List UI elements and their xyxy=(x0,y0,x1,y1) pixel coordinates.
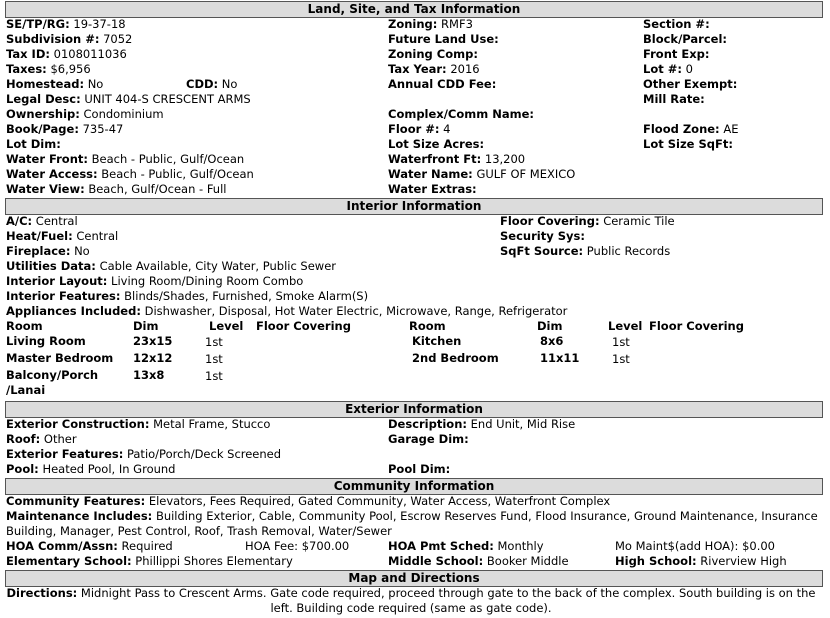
section-header-exterior: Exterior Information xyxy=(5,401,823,418)
label: Heat/Fuel: xyxy=(6,229,73,243)
value: 19-37-18 xyxy=(73,17,126,31)
field-zoning-comp xyxy=(388,47,478,61)
label: SqFt Source: xyxy=(500,244,584,258)
field-exterior-construction xyxy=(6,417,270,431)
field-lot-number xyxy=(643,62,693,76)
label: Tax Year: xyxy=(388,62,447,76)
field-maintenance-includes xyxy=(6,509,818,539)
room-header-room: Room xyxy=(6,319,43,333)
label: Security Sys: xyxy=(500,229,585,243)
field-roof xyxy=(6,432,77,446)
field-fireplace xyxy=(6,244,90,258)
label: Waterfront Ft: xyxy=(388,152,482,166)
room-name: Kitchen xyxy=(412,334,462,348)
field-security-sys xyxy=(500,229,585,243)
field-lot-dim xyxy=(6,137,61,151)
field-taxes xyxy=(6,62,91,76)
field-middle-school xyxy=(388,554,569,568)
field-description xyxy=(388,417,575,431)
section-header-map: Map and Directions xyxy=(5,570,823,587)
value: Beach, Gulf/Ocean - Full xyxy=(88,182,227,196)
field-book-page xyxy=(6,122,123,136)
field-annual-cdd-fee xyxy=(388,77,496,91)
field-high-school xyxy=(615,554,787,568)
label: Exterior Features: xyxy=(6,447,124,461)
field-mill-rate xyxy=(643,92,705,106)
field-lot-size-sqft xyxy=(643,137,733,151)
value: AE xyxy=(723,122,739,136)
room-header-room-2: Room xyxy=(409,319,446,333)
label: Garage Dim: xyxy=(388,432,469,446)
field-water-name xyxy=(388,167,575,181)
value: Monthly xyxy=(497,539,544,553)
label: High School: xyxy=(615,554,697,568)
value: Beach - Public, Gulf/Ocean xyxy=(101,167,254,181)
label: Floor Covering: xyxy=(500,214,600,228)
field-community-features xyxy=(6,494,610,508)
label: Interior Features: xyxy=(6,289,121,303)
field-mo-maint xyxy=(615,539,775,553)
field-heat-fuel xyxy=(6,229,118,243)
value: 4 xyxy=(443,122,451,136)
label: Lot Size SqFt: xyxy=(643,137,733,151)
value: Metal Frame, Stucco xyxy=(153,417,271,431)
label: Ownership: xyxy=(6,107,80,121)
room-header-level-2: Level xyxy=(608,319,643,333)
label: Homestead: xyxy=(6,77,85,91)
value: Beach - Public, Gulf/Ocean xyxy=(91,152,245,166)
value: Patio/Porch/Deck Screened xyxy=(126,447,282,461)
value: 0 xyxy=(685,62,693,76)
label: Flood Zone: xyxy=(643,122,720,136)
field-sqft-source xyxy=(500,244,670,258)
room-header-level: Level xyxy=(209,319,244,333)
label: Water Front: xyxy=(6,152,88,166)
value: GULF OF MEXICO xyxy=(476,167,576,181)
section-header-land: Land, Site, and Tax Information xyxy=(5,1,823,18)
room-level: 1st xyxy=(612,335,630,349)
room-dim: 23x15 xyxy=(133,334,173,348)
room-level: 1st xyxy=(205,352,223,366)
label: Book/Page: xyxy=(6,122,79,136)
label: Zoning Comp: xyxy=(388,47,478,61)
value: $0.00 xyxy=(742,539,775,553)
label: Elementary School: xyxy=(6,554,132,568)
label: Annual CDD Fee: xyxy=(388,77,497,91)
room-header-floor-covering-2: Floor Covering xyxy=(649,319,744,333)
field-cdd xyxy=(186,77,237,91)
value: $700.00 xyxy=(301,539,350,553)
room-dim: 11x11 xyxy=(540,351,580,365)
room-dim: 12x12 xyxy=(133,351,173,365)
field-pool xyxy=(6,462,176,476)
label: Directions: xyxy=(6,586,78,600)
field-interior-layout xyxy=(6,274,303,288)
value: Building Exterior, Cable, Community Pool, Escrow Reserves Fund, Flood Insurance, Ground Maintenance, Insurance Building, Manager, Pest Control, Roof, Trash Removal, Water/Sewer xyxy=(6,509,818,538)
label: Mo Maint$(add HOA): xyxy=(615,539,739,553)
value: 2016 xyxy=(450,62,480,76)
field-other-exempt xyxy=(643,77,737,91)
value: Central xyxy=(35,214,78,228)
field-water-access xyxy=(6,167,254,181)
field-floor-covering xyxy=(500,214,675,228)
label: Middle School: xyxy=(388,554,484,568)
label: HOA Pmt Sched: xyxy=(388,539,494,553)
room-name: Living Room xyxy=(6,334,86,348)
value: Living Room/Dining Room Combo xyxy=(111,274,304,288)
field-exterior-features xyxy=(6,447,281,461)
label: Roof: xyxy=(6,432,41,446)
section-header-interior: Interior Information xyxy=(5,198,823,215)
field-pool-dim xyxy=(388,462,450,476)
label: Interior Layout: xyxy=(6,274,108,288)
label: Lot #: xyxy=(643,62,682,76)
label: Taxes: xyxy=(6,62,47,76)
field-tax-year xyxy=(388,62,480,76)
label: HOA Fee: xyxy=(245,539,299,553)
label: CDD: xyxy=(186,77,219,91)
value: 13,200 xyxy=(484,152,526,166)
value: Blinds/Shades, Furnished, Smoke Alarm(S) xyxy=(124,289,369,303)
room-name: 2nd Bedroom xyxy=(412,351,499,365)
field-interior-features xyxy=(6,289,368,303)
label: Description: xyxy=(388,417,467,431)
room-level: 1st xyxy=(205,335,223,349)
value: Ceramic Tile xyxy=(603,214,675,228)
label: Future Land Use: xyxy=(388,32,499,46)
label: Floor #: xyxy=(388,122,440,136)
room-name: Balcony/Porch xyxy=(6,368,99,382)
section-header-community: Community Information xyxy=(5,478,823,495)
value: Other xyxy=(43,432,77,446)
label: SE/TP/RG: xyxy=(6,17,70,31)
room-level: 1st xyxy=(205,369,223,383)
field-lot-size-acres xyxy=(388,137,484,151)
field-garage-dim xyxy=(388,432,469,446)
label: Other Exempt: xyxy=(643,77,738,91)
room-dim: 13x8 xyxy=(133,368,165,382)
value: 735-47 xyxy=(82,122,124,136)
field-future-land-use xyxy=(388,32,499,46)
label: Section #: xyxy=(643,17,710,31)
value: $6,956 xyxy=(50,62,91,76)
room-header-dim: Dim xyxy=(133,319,159,333)
room-name-cont: /Lanai xyxy=(6,383,46,397)
value: Central xyxy=(76,229,119,243)
field-utilities xyxy=(6,259,336,273)
room-header-dim-2: Dim xyxy=(537,319,563,333)
field-appliances xyxy=(6,304,567,318)
value: No xyxy=(74,244,90,258)
value: UNIT 404-S CRESCENT ARMS xyxy=(84,92,251,106)
value: No xyxy=(87,77,104,91)
field-complex-name xyxy=(388,107,534,121)
label: Water Access: xyxy=(6,167,98,181)
field-elementary-school xyxy=(6,554,293,568)
value: Phillippi Shores Elementary xyxy=(135,554,293,568)
field-tax-id xyxy=(6,47,127,61)
label: Zoning: xyxy=(388,17,438,31)
field-water-view xyxy=(6,182,227,196)
value: Booker Middle xyxy=(486,554,569,568)
value: End Unit, Mid Rise xyxy=(470,417,576,431)
field-hoa-comm xyxy=(6,539,173,553)
label: Water View: xyxy=(6,182,85,196)
room-header-floor-covering: Floor Covering xyxy=(256,319,351,333)
field-directions xyxy=(6,586,816,616)
room-name: Master Bedroom xyxy=(6,351,114,365)
label: Community Features: xyxy=(6,494,146,508)
label: Block/Parcel: xyxy=(643,32,727,46)
field-ownership xyxy=(6,107,164,121)
value: 7052 xyxy=(103,32,133,46)
label: Complex/Comm Name: xyxy=(388,107,534,121)
field-se-tp-rg xyxy=(6,17,126,31)
value: Midnight Pass to Crescent Arms. Gate code required, proceed through gate to the back of the complex. South building is on the left. Building code required (same as gate code). xyxy=(80,586,816,615)
field-floor xyxy=(388,122,451,136)
label: Pool: xyxy=(6,462,39,476)
field-water-front xyxy=(6,152,244,166)
label: Tax ID: xyxy=(6,47,50,61)
field-water-extras xyxy=(388,182,477,196)
value: Required xyxy=(121,539,173,553)
field-zoning xyxy=(388,17,473,31)
value: Dishwasher, Disposal, Hot Water Electric, Microwave, Range, Refrigerator xyxy=(144,304,568,318)
value: 0108011036 xyxy=(53,47,127,61)
label: A/C: xyxy=(6,214,33,228)
label: Utilities Data: xyxy=(6,259,96,273)
field-waterfront-ft xyxy=(388,152,525,166)
label: Front Exp: xyxy=(643,47,710,61)
value: Riverview High xyxy=(700,554,787,568)
label: Lot Size Acres: xyxy=(388,137,485,151)
label: Water Extras: xyxy=(388,182,477,196)
label: Fireplace: xyxy=(6,244,71,258)
field-homestead xyxy=(6,77,103,91)
field-block-parcel xyxy=(643,32,727,46)
field-hoa-pmt-sched xyxy=(388,539,544,553)
label: Mill Rate: xyxy=(643,92,705,106)
value: Condominium xyxy=(83,107,164,121)
field-front-exp xyxy=(643,47,709,61)
value: Public Records xyxy=(586,244,671,258)
label: Subdivision #: xyxy=(6,32,100,46)
room-level: 1st xyxy=(612,352,630,366)
value: No xyxy=(221,77,238,91)
value: RMF3 xyxy=(441,17,473,31)
label: Pool Dim: xyxy=(388,462,451,476)
label: HOA Comm/Assn: xyxy=(6,539,118,553)
label: Legal Desc: xyxy=(6,92,81,106)
label: Lot Dim: xyxy=(6,137,61,151)
label: Exterior Construction: xyxy=(6,417,150,431)
field-flood-zone xyxy=(643,122,738,136)
label: Maintenance Includes: xyxy=(6,509,153,523)
value: Cable Available, City Water, Public Sewer xyxy=(99,259,337,273)
value: Heated Pool, In Ground xyxy=(42,462,176,476)
field-section xyxy=(643,17,710,31)
field-subdivision xyxy=(6,32,132,46)
label: Water Name: xyxy=(388,167,473,181)
field-legal-desc xyxy=(6,92,251,106)
label: Appliances Included: xyxy=(6,304,141,318)
field-hoa-fee xyxy=(245,539,349,553)
field-ac xyxy=(6,214,78,228)
value: Elevators, Fees Required, Gated Community, Water Access, Waterfront Complex xyxy=(148,494,611,508)
room-dim: 8x6 xyxy=(540,334,564,348)
